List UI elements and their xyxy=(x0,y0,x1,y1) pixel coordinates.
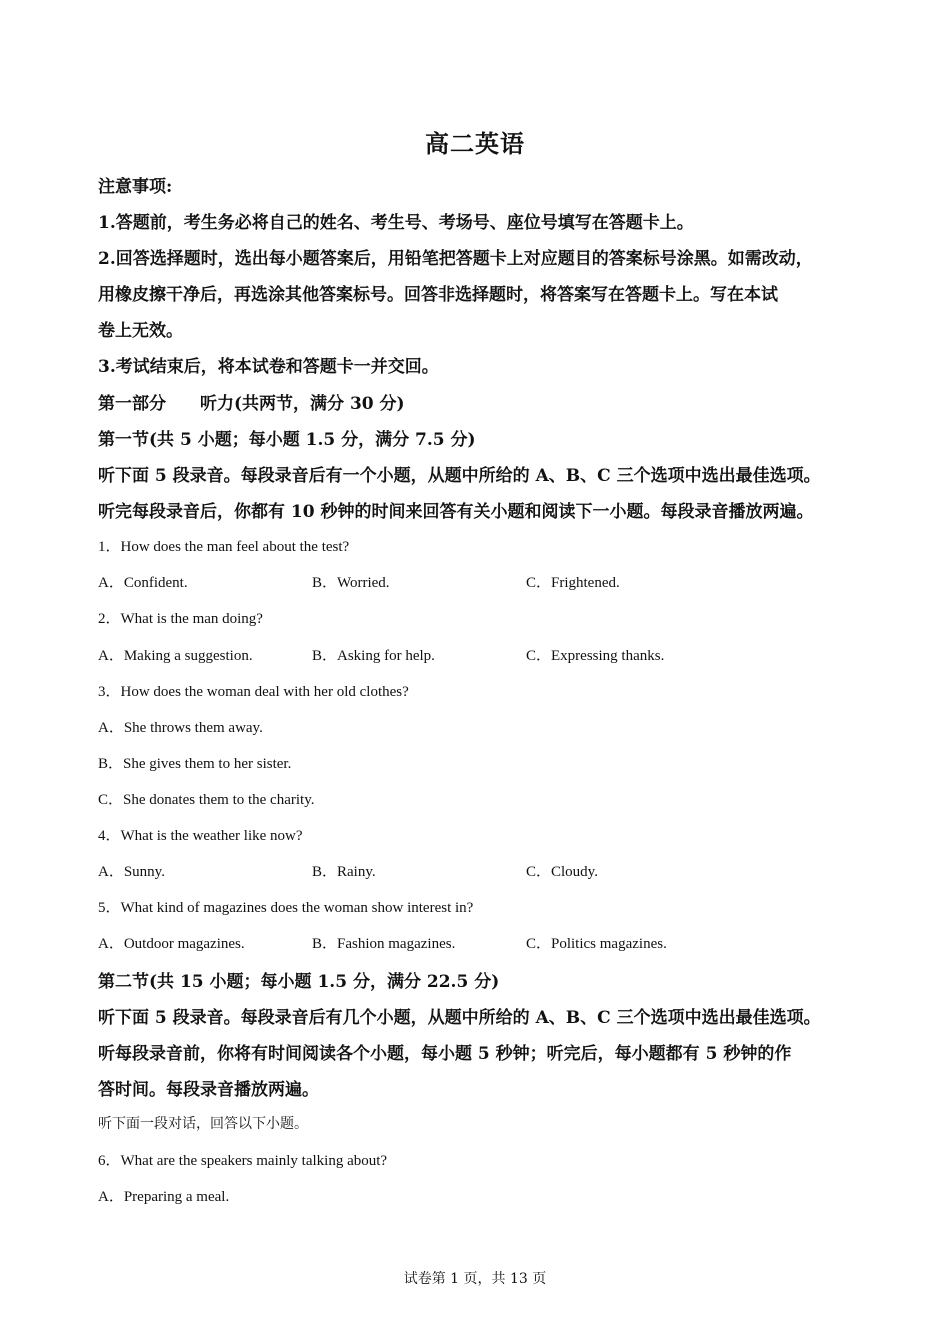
question-1-option-b: B．Worried. xyxy=(312,575,390,591)
question-5-option-c: C．Politics magazines. xyxy=(526,936,667,952)
section2-instructions-line-1: 听下面 5 段录音。每段录音后有几个小题，从题中所给的 A、B、C 三个选项中选出最佳选项。 xyxy=(98,1008,821,1028)
notice-item-2-line-1: 2.回答选择题时，选出每小题答案后，用铅笔把答题卡上对应题目的答案标号涂黑。如需改动， xyxy=(98,249,813,269)
question-3-option-c: C．She donates them to the charity. xyxy=(98,792,315,808)
question-1-stem: 1．How does the man feel about the test? xyxy=(98,539,350,555)
section2-heading: 第二节(共 15 小题；每小题 1.5 分，满分 22.5 分) xyxy=(98,972,500,992)
question-2-option-a: A．Making a suggestion. xyxy=(98,648,253,664)
question-2-option-c: C．Expressing thanks. xyxy=(526,648,665,664)
notice-item-3: 3.考试结束后，将本试卷和答题卡一并交回。 xyxy=(98,357,439,377)
section1-instructions-line-2: 听完每段录音后，你都有 10 秒钟的时间来回答有关小题和阅读下一小题。每段录音播放两遍。 xyxy=(98,502,814,522)
notice-item-2-line-3: 卷上无效。 xyxy=(98,321,183,341)
question-3-option-a: A．She throws them away. xyxy=(98,720,263,736)
question-5-option-b: B．Fashion magazines. xyxy=(312,936,456,952)
notice-item-1: 1.答题前，考生务必将自己的姓名、考生号、考场号、座位号填写在答题卡上。 xyxy=(98,213,694,233)
question-5-option-a: A．Outdoor magazines. xyxy=(98,936,245,952)
notice-item-2-line-2: 用橡皮擦干净后，再选涂其他答案标号。回答非选择题时，将答案写在答题卡上。写在本试 xyxy=(98,285,778,305)
question-3-stem: 3．How does the woman deal with her old clothes? xyxy=(98,684,409,700)
question-2-option-b: B．Asking for help. xyxy=(312,648,435,664)
question-4-option-a: A．Sunny. xyxy=(98,864,165,880)
page-title: 高二英语 xyxy=(425,129,525,158)
question-6-stem: 6．What are the speakers mainly talking about? xyxy=(98,1153,388,1169)
section2-instructions-line-2: 听每段录音前，你将有时间阅读各个小题，每小题 5 秒钟；听完后，每小题都有 5 秒钟的作 xyxy=(98,1044,792,1064)
section1-instructions-line-1: 听下面 5 段录音。每段录音后有一个小题，从题中所给的 A、B、C 三个选项中选出最佳选项。 xyxy=(98,466,821,486)
question-5-stem: 5．What kind of magazines does the woman show interest in? xyxy=(98,900,474,916)
question-2-stem: 2．What is the man doing? xyxy=(98,611,263,627)
section1-heading: 第一节(共 5 小题；每小题 1.5 分，满分 7.5 分) xyxy=(98,430,476,450)
question-1-option-a: A．Confident. xyxy=(98,575,188,591)
question-1-option-c: C．Frightened. xyxy=(526,575,620,591)
section2-instructions-line-3: 答时间。每段录音播放两遍。 xyxy=(98,1080,319,1100)
question-6-option-a: A．Preparing a meal. xyxy=(98,1189,230,1205)
part1-heading: 第一部分 听力(共两节，满分 30 分) xyxy=(98,394,405,414)
page-footer: 试卷第 1 页，共 13 页 xyxy=(403,1271,547,1287)
question-4-stem: 4．What is the weather like now? xyxy=(98,828,303,844)
question-3-option-b: B．She gives them to her sister. xyxy=(98,756,292,772)
question-4-option-c: C．Cloudy. xyxy=(526,864,598,880)
notice-heading: 注意事项: xyxy=(98,177,173,197)
question-4-option-b: B．Rainy. xyxy=(312,864,376,880)
dialog-intro: 听下面一段对话，回答以下小题。 xyxy=(98,1116,308,1132)
